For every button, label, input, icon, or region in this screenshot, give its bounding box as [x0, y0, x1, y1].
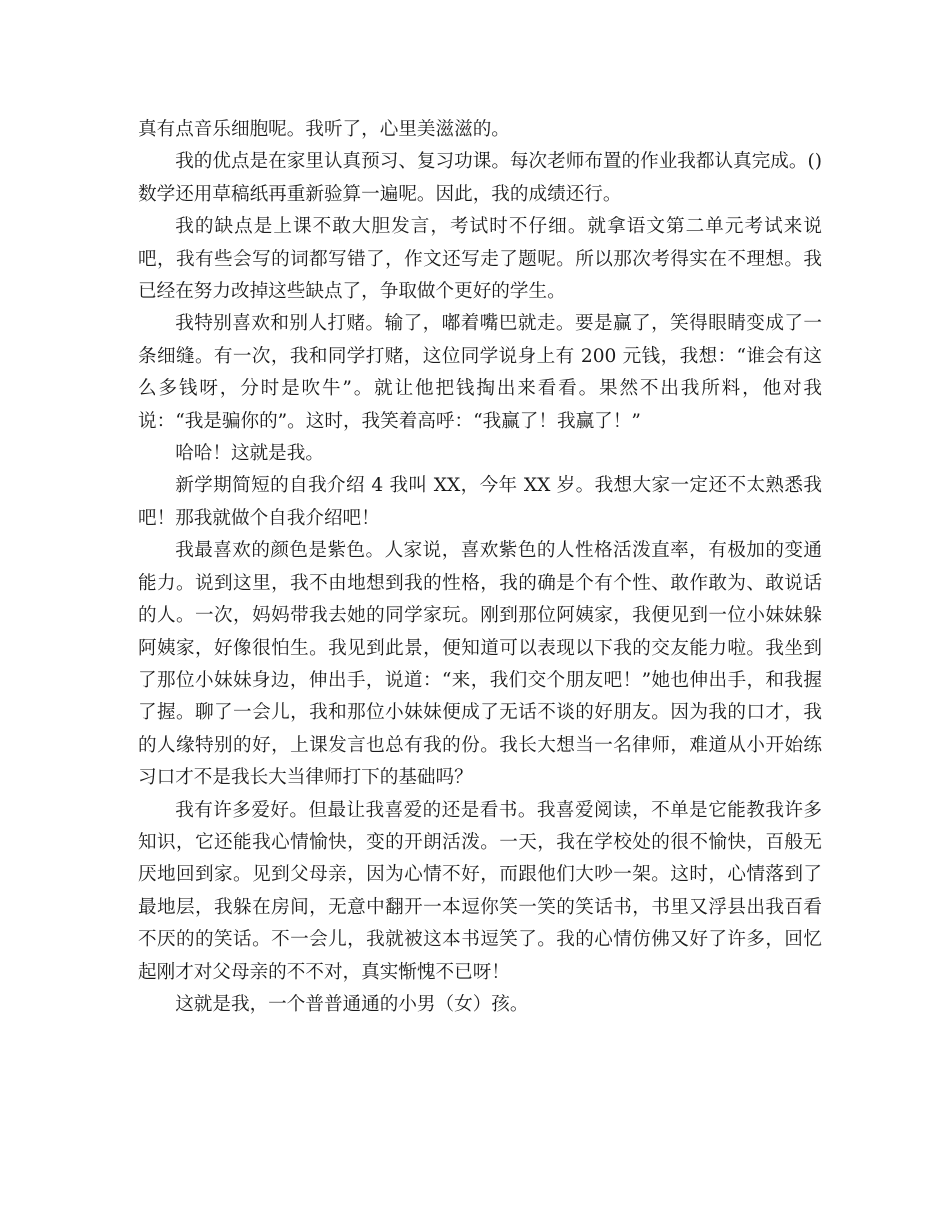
- paragraph-2: 我的优点是在家里认真预习、复习功课。每次老师布置的作业我都认真完成。()数学还用草稿纸再重新验算一遍呢。因此，我的成绩还行。: [138, 151, 822, 205]
- paragraph-5: 哈哈！这就是我。: [175, 443, 324, 465]
- paragraph-6: 新学期简短的自我介绍 4 我叫 XX，今年 XX 岁。我想大家一定还不太熟悉我吧！那我就做个自我介绍吧！: [138, 475, 822, 529]
- paragraph-9: 这就是我，一个普普通通的小男（女）孩。: [175, 993, 529, 1015]
- document-page: [138, 114, 822, 1021]
- paragraph-1: 真有点音乐细胞呢。我听了，心里美滋滋的。: [138, 119, 510, 140]
- paragraph-3: 我的缺点是上课不敢大胆发言，考试时不仔细。就拿语文第二单元考试来说吧，我有些会写的词都写错了，作文还写走了题呢。所以那次考得实在不理想。我已经在努力改掉这些缺点了，争取做个更好的学生。: [138, 216, 822, 303]
- paragraph-8: 我有许多爱好。但最让我喜爱的还是看书。我喜爱阅读，不单是它能教我许多知识，它还能我心情愉快，变的开朗活泼。一天，我在学校处的很不愉快，百般无厌地回到家。见到父母亲，因为心情不好，而跟他们大吵一架。这时，心情落到了最地层，我躲在房间，无意中翻开一本逗你笑一笑的笑话书，书里又浮县出我百看不厌的的笑话。不一会儿，我就被这本书逗笑了。我的心情仿佛又好了许多，回忆起刚才对父母亲的不不对，真实惭愧不已呀！: [138, 799, 822, 983]
- paragraph-4: 我特别喜欢和别人打赌。输了，嘟着嘴巴就走。要是赢了，笑得眼睛变成了一条细缝。有一次，我和同学打赌，这位同学说身上有 200 元钱，我想：“谁会有这么多钱呀，分时是吹牛”。就让他把钱掏出来看看。果然不出我所料，他对我说：“我是骗你的”。这时，我笑着高呼：“我赢了！我赢了！”: [138, 313, 822, 432]
- paragraph-7: 我最喜欢的颜色是紫色。人家说，喜欢紫色的人性格活泼直率，有极加的变通能力。说到这里，我不由地想到我的性格，我的确是个有个性、敢作敢为、敢说话的人。一次，妈妈带我去她的同学家玩。刚到那位阿姨家，我便见到一位小妹妹躲阿姨家，好像很怕生。我见到此景，便知道可以表现以下我的交友能力啦。我坐到了那位小妹妹身边，伸出手，说道：“来，我们交个朋友吧！”她也伸出手，和我握了握。聊了一会儿，我和那位小妹妹便成了无话不谈的好朋友。因为我的口才，我的人缘特别的好，上课发言也总有我的份。我长大想当一名律师，难道从小开始练习口才不是我长大当律师打下的基础吗？: [138, 540, 822, 789]
